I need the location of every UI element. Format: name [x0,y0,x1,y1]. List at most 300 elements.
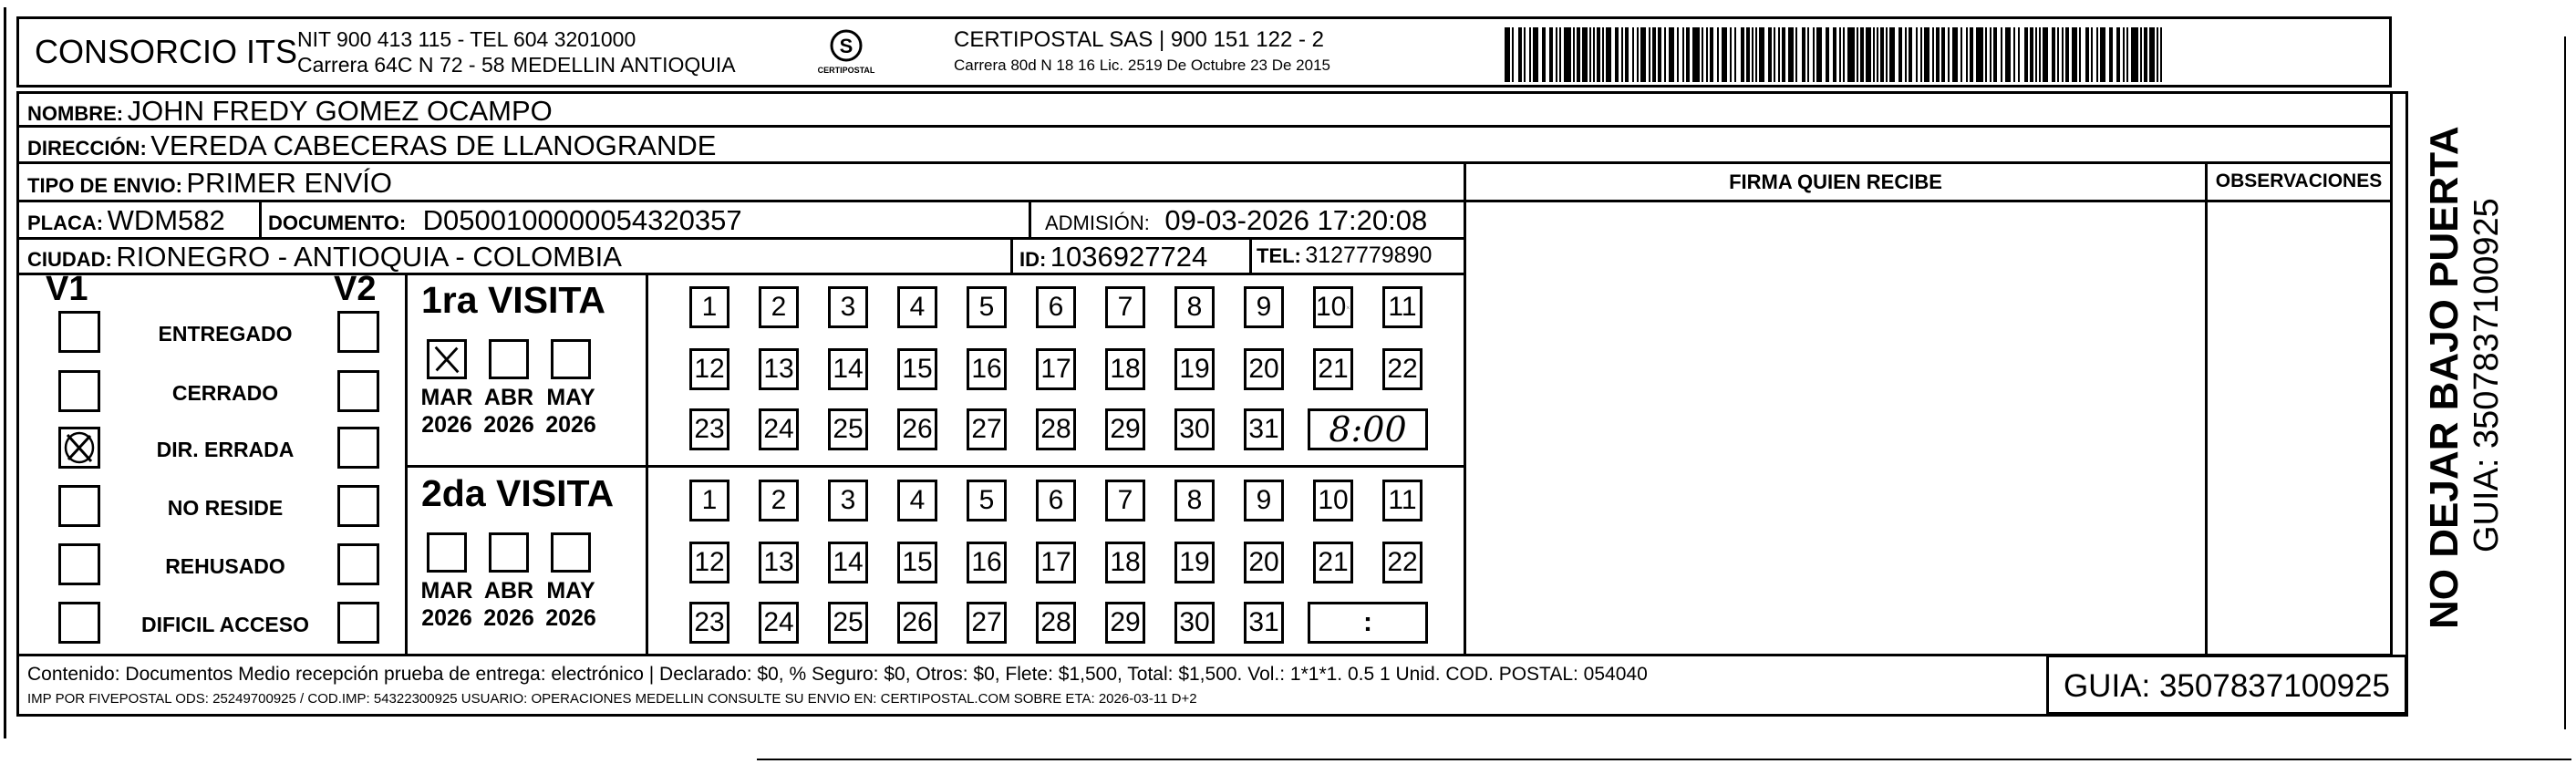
visit-1-day-number: 4 [909,292,926,322]
visit-2-day-21 [1313,542,1353,583]
visit-1-day-28 [1036,408,1076,450]
placa-label: PLACA: [27,212,104,234]
barcode-bar [1682,27,1684,82]
barcode-bar [2126,27,2128,82]
visit-1-month-label-0: MAR [420,385,473,410]
visit-1-day-number: 18 [1110,354,1141,384]
barcode-bar [1549,27,1553,82]
visit-1-day-number: 24 [763,414,794,444]
tel-label: TEL: [1257,244,1301,267]
barcode-bar [1795,27,1797,82]
barcode-bar [1807,27,1809,82]
visit-1-day-19 [1174,348,1215,390]
barcode-bar [1730,27,1732,82]
barcode-bar [1621,27,1623,82]
visit-2-month-box-2 [551,532,591,573]
visit-2-year-label-2: 2026 [545,605,596,631]
barcode-bar [1990,27,1991,82]
visit-2-day-30 [1174,602,1215,644]
barcode-bar [2091,27,2093,82]
visit-2-day-number: 25 [833,607,864,637]
visit-divider [405,465,1466,468]
visit-1-month-box-2 [551,339,591,379]
visit-2-day-19 [1174,542,1215,583]
nombre-label: NOMBRE: [27,102,124,125]
v1-checkbox-5 [58,602,100,644]
barcode-bar [1597,27,1600,82]
barcode-bar [1857,27,1858,82]
v1-label: V1 [46,270,88,308]
visit-2-month-label-0: MAR [420,578,473,604]
barcode-bar [1889,27,1895,82]
visit-2-day-number: 31 [1248,607,1279,637]
visit-1-day-number: 9 [1256,292,1272,322]
visit-1-month-box-1 [489,339,529,379]
visit-1-day-number: 25 [833,414,864,444]
admision-field [1045,204,1427,237]
visit-1-day-26 [897,408,937,450]
visit-2-day-18 [1105,542,1145,583]
visit-2-day-number: 21 [1318,547,1349,577]
barcode-bar [1816,27,1822,82]
barcode-bar [2096,27,2098,82]
barcode-bar [1533,27,1538,82]
barcode-bar [2157,27,2158,82]
visit-2-day-number: 18 [1110,547,1141,577]
barcode-bar [1948,27,1950,82]
visit-1-day-12 [689,348,729,390]
visit-1-day-number: 27 [971,414,1002,444]
visit-2-month-label-2: MAY [546,578,595,604]
tipo-row [27,167,392,200]
barcode-bar [1813,27,1815,82]
barcode-bar [1873,27,1875,82]
visit-2-day-29 [1105,602,1145,644]
visit-1-day-31 [1244,408,1284,450]
visit-1-day-number: 2 [771,292,787,322]
barcode-bar [1702,27,1703,82]
visit-2-day-20 [1244,542,1284,583]
visit-2-time-value: : [1363,607,1372,637]
barcode-bar [1782,27,1785,82]
visit-1-day-5 [967,286,1007,328]
placa-field [27,204,225,237]
visit-2-day-14 [828,542,868,583]
visit-1-day-number: 7 [1117,292,1133,322]
barcode-bar [1556,27,1557,82]
visit-2-day-13 [759,542,799,583]
barcode-bar [1559,27,1561,82]
visit-2-day-15 [897,542,937,583]
visit-2-day-number: 28 [1040,607,1071,637]
visit-1-day-24 [759,408,799,450]
barcode-bar [1966,27,1968,82]
barcode-bar [1952,27,1958,82]
visit-2-day-8 [1174,480,1215,521]
visit-2-day-number: 3 [840,485,856,515]
side-guia: GUIA: 3507837100925 [2467,198,2506,552]
barcode-bar [1524,27,1526,82]
reason-label-5: DIFICIL ACCESO [140,613,309,636]
barcode-bar [1717,27,1719,82]
barcode-bar [1637,27,1639,82]
check-mark-icon [1346,305,1350,310]
obs-left-line [2205,161,2208,655]
visit-2-day-12 [689,542,729,583]
visit-1-day-number: 14 [833,354,864,384]
check-mark-icon [61,429,98,466]
footer-guia: GUIA: 3507837100925 [2063,668,2391,704]
visit-2-day-number: 5 [978,485,995,515]
placa-doc-line [259,200,262,237]
barcode-bar [1920,27,1922,82]
side-panel-line [2390,91,2393,655]
visit-2-day-10 [1313,480,1353,521]
firma-label: FIRMA QUIEN RECIBE [1729,170,1942,193]
barcode-bar [2018,27,2020,82]
barcode [1505,27,2170,82]
visit-1-day-9 [1244,286,1284,328]
firma-left-line [1464,161,1466,655]
visit-2-day-4 [897,480,937,521]
v2-checkbox-3 [337,485,379,527]
barcode-bar [1847,27,1855,82]
visit-1-day-30 [1174,408,1215,450]
barcode-bar [2043,27,2048,82]
tel-line [1249,237,1252,273]
barcode-bar [2005,27,2011,82]
visit-2-day-number: 19 [1179,547,1210,577]
visit-1-day-27 [967,408,1007,450]
barcode-bar [1577,27,1580,82]
barcode-bar [1941,27,1945,82]
admision-value: 09-03-2026 17:20:08 [1164,204,1428,236]
certi-line-2: Carrera 80d N 18 16 Lic. 2519 De Octubre 23 De 2015 [954,57,1330,74]
barcode-bar [1734,27,1736,82]
id-field [1019,241,1207,274]
barcode-bar [2035,27,2037,82]
barcode-bar [1880,27,1884,82]
barcode-bar [1741,27,1744,82]
id-line [1010,237,1013,273]
barcode-bar [1669,27,1674,82]
barcode-bar [2131,27,2138,82]
visit-1-day-2 [759,286,799,328]
barcode-bar [1686,27,1690,82]
visit-1-day-23 [689,408,729,450]
barcode-bar [1985,27,1987,82]
visit-1-day-number: 23 [694,414,725,444]
visit-1-day-29 [1105,408,1145,450]
barcode-bar [1916,27,1918,82]
visit-2-day-17 [1036,542,1076,583]
tel-value: 3127779890 [1305,243,1433,268]
barcode-bar [1505,27,1510,82]
barcode-bar [2079,27,2081,82]
visit-1-day-number: 20 [1248,354,1279,384]
visit-2-day-7 [1105,480,1145,521]
barcode-bar [1860,27,1864,82]
barcode-bar [1886,27,1888,82]
id-label: ID: [1019,248,1047,271]
barcode-bar [1589,27,1591,82]
barcode-bar [1976,27,1983,82]
barcode-bar [1658,27,1661,82]
footer-line-1: Contenido: Documentos Medio recepción prueba de entrega: electrónico | Declarado: $0, % Seguro: $0, Otros: $0, Flete: $1,500, Total: $1,500. Vol.: 1*1*1. 0.5 1 Unid. COD. POSTAL: 054040 [27,664,1648,685]
barcode-bar [2109,27,2113,82]
status-visit-line [405,273,408,654]
nit-line-2: Carrera 64C N 72 - 58 MEDELLIN ANTIOQUIA [297,53,736,77]
v2-label: V2 [334,270,377,308]
visit-1-day-10 [1313,286,1353,328]
footer-line-2: IMP POR FIVEPOSTAL ODS: 25249700925 / COD.IMP: 54322300925 USUARIO: OPERACIONES MEDELLIN CONSULTE SU ENVIO EN: CERTIPOSTAL.COM SOBRE ETA: 2026-03-11 D+2 [27,691,1197,707]
barcode-bar [2062,27,2064,82]
visit-1-month-label-1: ABR [483,385,534,410]
barcode-bar [1706,27,1708,82]
v1-checkbox-1 [58,370,100,412]
visit-2-day-number: 1 [701,485,718,515]
visit-1-day-number: 3 [840,292,856,322]
visit-1-day-number: 29 [1110,414,1141,444]
visit-1-day-number: 8 [1186,292,1203,322]
visit-2-day-number: 15 [902,547,933,577]
admision-line [1029,200,1031,237]
visit-2-day-number: 20 [1248,547,1279,577]
barcode-bar [2116,27,2120,82]
visit-2-day-5 [967,480,1007,521]
visit-2-day-26 [897,602,937,644]
visit-2-day-number: 13 [763,547,794,577]
visit-2-day-number: 17 [1040,547,1071,577]
visit-1-year-label-1: 2026 [483,412,534,438]
v2-checkbox-1 [337,370,379,412]
observaciones-label: OBSERVACIONES [2215,170,2383,191]
barcode-bar [1752,27,1754,82]
barcode-bar [1615,27,1619,82]
barcode-bar [1625,27,1629,82]
barcode-bar [2144,27,2147,82]
placa-value: WDM582 [107,204,225,236]
visit-1-title: 1ra VISITA [421,279,606,321]
id-value: 1036927724 [1050,241,1208,273]
visit-1-day-17 [1036,348,1076,390]
month-days-line [646,273,648,654]
visit-2-day-number: 29 [1110,607,1141,637]
barcode-bar [2100,27,2105,82]
barcode-bar [1564,27,1571,82]
certi-line-1: CERTIPOSTAL SAS | 900 151 122 - 2 [954,27,1324,52]
visit-2-day-number: 14 [833,547,864,577]
visit-2-day-25 [828,602,868,644]
tel-field [1257,243,1432,269]
ciudad-field [27,241,622,274]
barcode-bar [2123,27,2125,82]
barcode-bar [1518,27,1522,82]
visit-2-month-box-1 [489,532,529,573]
nombre-row [27,95,553,128]
barcode-bar [1542,27,1546,82]
visit-2-day-24 [759,602,799,644]
visit-1-day-number: 28 [1040,414,1071,444]
visit-1-day-22 [1382,348,1422,390]
visit-1-day-25 [828,408,868,450]
barcode-bar [1759,27,1764,82]
visit-1-day-number: 31 [1248,414,1279,444]
barcode-bar [1843,27,1845,82]
v2-checkbox-4 [337,543,379,585]
reason-label-0: ENTREGADO [158,322,293,346]
left-edge-line [4,7,6,738]
barcode-bar [1960,27,1962,82]
barcode-bar [1722,27,1727,82]
bottom-edge-line [757,759,2571,760]
barcode-bar [2039,27,2041,82]
visit-1-day-number: 6 [1048,292,1064,322]
visit-1-day-number: 17 [1040,354,1071,384]
visit-1-day-number: 26 [902,414,933,444]
documento-value: D0500100000054320357 [422,204,742,236]
visit-2-day-23 [689,602,729,644]
barcode-bar [1788,27,1794,82]
visit-2-day-1 [689,480,729,521]
visit-2-day-number: 12 [694,547,725,577]
visit-2-day-number: 24 [763,607,794,637]
barcode-bar [2057,27,2059,82]
visit-1-time-value: 8:00 [1329,409,1407,449]
barcode-bar [2160,27,2162,82]
visit-1-day-number: 5 [978,292,995,322]
barcode-bar [2052,27,2055,82]
visit-2-day-number: 30 [1179,607,1210,637]
visit-2-day-number: 10 [1318,485,1349,515]
barcode-bar [1774,27,1775,82]
barcode-bar [2140,27,2142,82]
direccion-row [27,129,716,162]
visit-1-time-box [1308,408,1428,450]
visit-2-day-number: 27 [971,607,1002,637]
direccion-value: VEREDA CABECERAS DE LLANOGRANDE [150,129,717,161]
tipo-label: TIPO DE ENVIO: [27,174,182,197]
visit-1-day-14 [828,348,868,390]
barcode-bar [1898,27,1902,82]
visit-2-day-number: 6 [1048,485,1064,515]
barcode-bar [1602,27,1604,82]
visit-1-day-number: 30 [1179,414,1210,444]
barcode-bar [1877,27,1878,82]
barcode-bar [1652,27,1656,82]
barcode-bar [1632,27,1634,82]
v2-checkbox-2 [337,427,379,469]
nombre-value: JOHN FREDY GOMEZ OCAMPO [127,95,553,127]
barcode-bar [1905,27,1907,82]
barcode-bar [2072,27,2077,82]
visit-1-day-16 [967,348,1007,390]
ciudad-value: RIONEGRO - ANTIOQUIA - COLOMBIA [116,241,622,273]
logo-text: CERTIPOSTAL [817,66,875,75]
v1-checkbox-4 [58,543,100,585]
visit-2-day-6 [1036,480,1076,521]
v1-checkbox-3 [58,485,100,527]
visit-2-day-27 [967,602,1007,644]
direccion-label: DIRECCIÓN: [27,137,147,160]
visit-1-day-8 [1174,286,1215,328]
reason-label-4: REHUSADO [165,554,285,578]
barcode-bar [1778,27,1780,82]
visit-1-day-number: 15 [902,354,933,384]
visit-1-year-label-0: 2026 [421,412,472,438]
barcode-bar [1833,27,1836,82]
visit-1-day-20 [1244,348,1284,390]
visit-1-day-21 [1313,348,1353,390]
barcode-bar [2149,27,2155,82]
company-name: CONSORCIO ITS [35,33,298,70]
reason-label-2: DIR. ERRADA [156,438,295,461]
visit-2-day-number: 9 [1256,485,1272,515]
tipo-value: PRIMER ENVÍO [186,167,393,199]
visit-1-day-3 [828,286,868,328]
visit-2-day-number: 7 [1117,485,1133,515]
visit-1-day-number: 22 [1387,354,1418,384]
visit-2-day-16 [967,542,1007,583]
barcode-bar [1755,27,1757,82]
barcode-bar [1582,27,1588,82]
barcode-bar [1924,27,1929,82]
barcode-bar [1768,27,1772,82]
barcode-bar [1932,27,1934,82]
visit-2-day-number: 11 [1388,485,1417,515]
visit-1-day-number: 13 [763,354,794,384]
visit-1-day-4 [897,286,937,328]
visit-1-day-13 [759,348,799,390]
barcode-bar [2001,27,2002,82]
barcode-bar [1826,27,1829,82]
barcode-bar [1573,27,1575,82]
visit-2-year-label-0: 2026 [421,605,472,631]
barcode-bar [1606,27,1611,82]
barcode-bar [1802,27,1805,82]
v1-checkbox-2 [58,427,100,469]
v1-checkbox-0 [58,311,100,353]
visit-1-day-number: 19 [1179,354,1210,384]
barcode-bar [1593,27,1595,82]
reason-label-1: CERRADO [171,381,279,405]
ciudad-label: CIUDAD: [27,248,112,271]
visit-2-day-number: 22 [1387,547,1418,577]
barcode-bar [1993,27,1997,82]
barcode-bar [2030,27,2033,82]
check-mark-icon [429,342,464,377]
footer-top-line [16,654,2390,656]
visit-1-day-number: 10 [1316,292,1347,322]
visit-1-day-number: 12 [694,354,725,384]
visit-2-day-number: 16 [971,547,1002,577]
barcode-bar [1640,27,1646,82]
certipostal-logo [819,26,874,80]
barcode-bar [2024,27,2028,82]
visit-2-day-number: 23 [694,607,725,637]
barcode-bar [1936,27,1940,82]
admision-label: ADMISIÓN: [1045,212,1150,234]
visit-2-day-number: 4 [909,485,926,515]
v2-checkbox-5 [337,602,379,644]
nit-line-1: NIT 900 413 115 - TEL 604 3201000 [297,27,636,51]
reason-label-3: NO RESIDE [167,496,284,520]
visit-1-day-11 [1382,286,1422,328]
visit-1-day-15 [897,348,937,390]
visit-1-day-7 [1105,286,1145,328]
visit-1-day-number: 16 [971,354,1002,384]
visit-1-day-18 [1105,348,1145,390]
